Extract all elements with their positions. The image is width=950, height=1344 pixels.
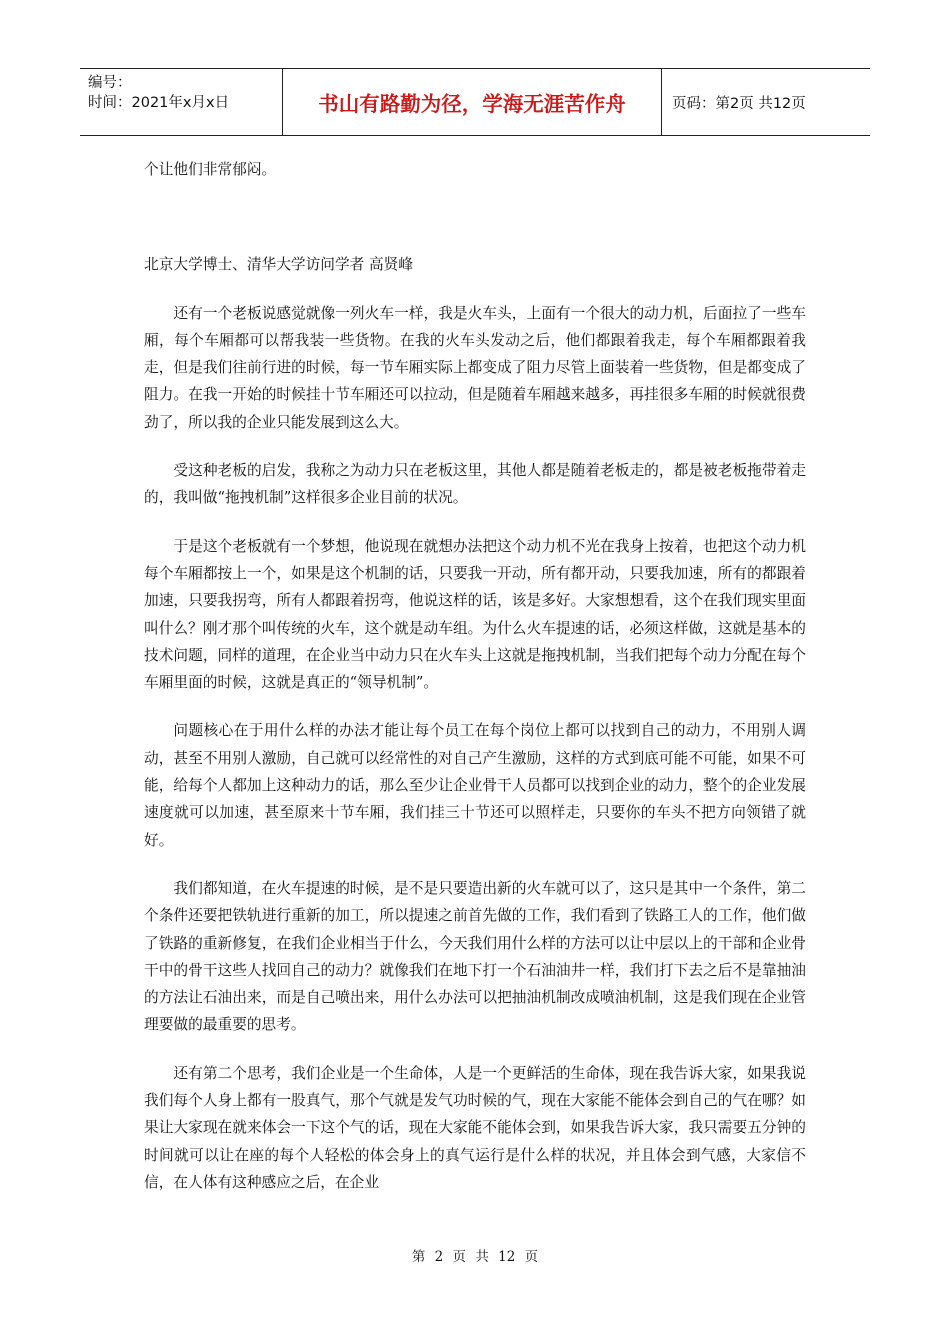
paragraph: 受这种老板的启发，我称之为动力只在老板这里，其他人都是随着老板走的，都是被老板拖带着走的，我叫做“拖拽机制”这样很多企业目前的状况。 — [144, 462, 806, 507]
paragraph: 还有一个老板说感觉就像一列火车一样，我是火车头，上面有一个很大的动力机，后面拉了一些车厢，每个车厢都可以帮我装一些货物。在我的火车头发动之后，他们都跟着我走，每个车厢都跟着我走，但是我们往前行进的时候，每一节车厢实际上都变成了阻力尽管上面装着一些货物，但是都变成了阻力。在我一开始的时候挂十节车厢还可以拉动，但是随着车厢越来越多，再挂很多车厢的时候就很费劲了，所以我的企业只能发展到这么大。 — [144, 304, 806, 431]
page-header — [80, 68, 870, 136]
paragraph: 我们都知道，在火车提速的时候，是不是只要造出新的火车就可以了，这只是其中一个条件，第二个条件还要把铁轨进行重新的加工，所以提速之前首先做的工作，我们看到了铁路工人的工作，他们做了铁路的重新修复，在我们企业相当于什么，今天我们用什么样的方法可以让中层以上的干部和企业骨干中的骨干这些人找回自己的动力？就像我们在地下打一个石油油井一样，我们打下去之后不是靠抽油的方法让石油出来，而是自己喷出来，用什么办法可以把抽油机制改成喷油机制，这是我们现在企业管理要做的最重要的思考。 — [144, 879, 806, 1034]
paragraph: 问题核心在于用什么样的办法才能让每个员工在每个岗位上都可以找到自己的动力，不用别人调动，甚至不用别人激励，自己就可以经常性的对自己产生激励，这样的方式到底可能不可能，如果不可能，给每个人都加上这种动力的话，那么至少让企业骨干人员都可以找到企业的动力，整个的企业发展速度就可以加速，甚至原来十节车厢，我们挂三十节还可以照样走，只要你的车头不把方向领错了就好。 — [144, 722, 806, 849]
header-page-info: 页码：第2页 共12页 — [672, 95, 806, 112]
header-meta — [80, 69, 282, 135]
document-body — [144, 156, 806, 1196]
continuation-line: 个让他们非常郁闷。 — [144, 161, 277, 178]
author-byline: 北京大学博士、清华大学访问学者 高贤峰 — [144, 256, 414, 274]
document-number-label: 编号： — [88, 75, 132, 91]
paragraph: 还有第二个思考，我们企业是一个生命体，人是一个更鲜活的生命体，现在我告诉大家，如果我说我们每个人身上都有一股真气，那个气就是发气功时候的气，现在大家能不能体会到自己的气在哪？如果让大家现在就来体会一下这个气的话，现在大家能不能体会到，如果我告诉大家，我只需要五分钟的时间就可以让在座的每个人轻松的体会身上的真气运行是什么样的状况，并且体会到气感，大家信不信，在人体有这种感应之后，在企业 — [144, 1064, 806, 1191]
paragraph: 于是这个老板就有一个梦想，他说现在就想办法把这个动力机不光在我身上按着，也把这个动力机每个车厢都按上一个，如果是这个机制的话，只要我一开动，所有都开动，只要我加速，所有的都跟着加速，只要我拐弯，所有人都跟着拐弯，他说这样的话，该是多好。大家想想看，这个在我们现实里面叫什么？刚才那个叫传统的火车，这个就是动车组。为什么火车提速的话，必须这样做，这就是基本的技术问题，同样的道理，在企业当中动力只在火车头上这就是拖拽机制，当我们把每个动力分配在每个车厢里面的时候，这就是真正的“领导机制”。 — [144, 537, 806, 692]
document-date-label: 时间：2021年x月x日 — [88, 95, 230, 111]
page-footer: 第 2 页 共 12 页 — [411, 1249, 539, 1265]
header-motto: 书山有路勤为径，学海无涯苦作舟 — [282, 69, 662, 135]
